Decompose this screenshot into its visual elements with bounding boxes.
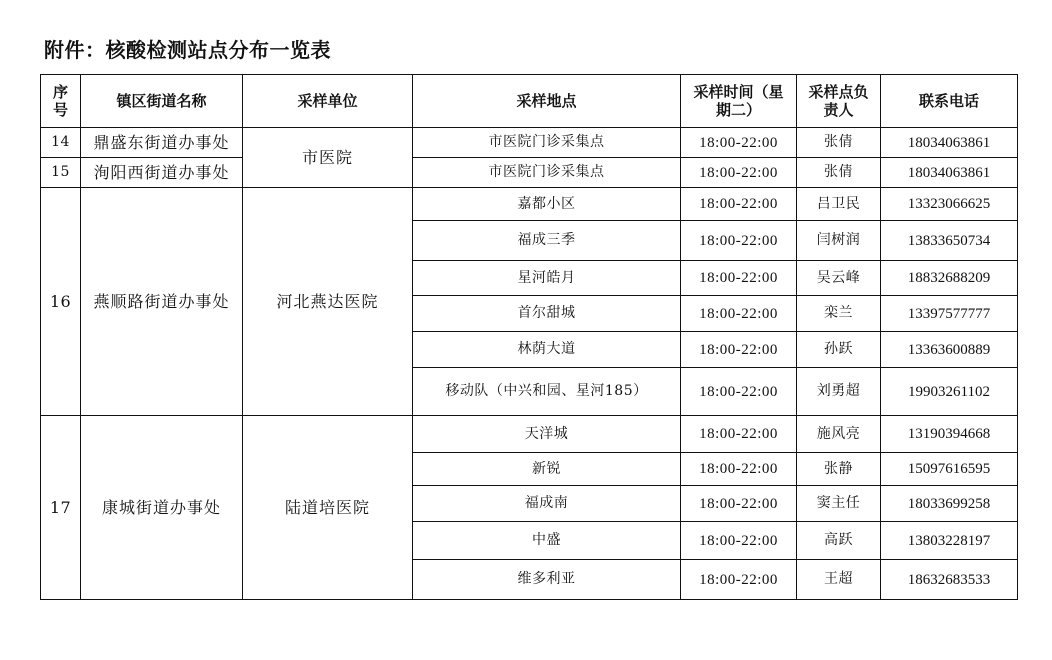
time-cell: 18:00-22:00: [681, 486, 797, 522]
location-cell: 中盛: [413, 522, 681, 560]
location-cell: 移动队（中兴和园、星河185）: [413, 368, 681, 416]
person-cell: 王超: [797, 560, 881, 600]
header-person: 采样点负责人: [797, 75, 881, 128]
time-cell: 18:00-22:00: [681, 368, 797, 416]
phone-cell: 18034063861: [881, 158, 1018, 188]
seq-cell: 17: [41, 416, 81, 600]
person-cell: 高跃: [797, 522, 881, 560]
phone-cell: 18034063861: [881, 128, 1018, 158]
phone-cell: 18033699258: [881, 486, 1018, 522]
time-cell: 18:00-22:00: [681, 296, 797, 332]
person-cell: 张倩: [797, 158, 881, 188]
street-cell: 洵阳西街道办事处: [81, 158, 243, 188]
header-seq: 序号: [41, 75, 81, 128]
street-cell: 康城街道办事处: [81, 416, 243, 600]
sampling-site-table: [40, 74, 1018, 600]
header-phone: 联系电话: [881, 75, 1018, 128]
time-cell: 18:00-22:00: [681, 560, 797, 600]
location-cell: 新锐: [413, 453, 681, 486]
time-cell: 18:00-22:00: [681, 416, 797, 453]
location-cell: 首尔甜城: [413, 296, 681, 332]
seq-cell: 14: [41, 128, 81, 158]
time-cell: 18:00-22:00: [681, 453, 797, 486]
time-cell: 18:00-22:00: [681, 158, 797, 188]
person-cell: 施风亮: [797, 416, 881, 453]
person-cell: 闫树润: [797, 221, 881, 261]
person-cell: 刘勇超: [797, 368, 881, 416]
document-title: 附件：核酸检测站点分布一览表: [44, 38, 331, 62]
time-cell: 18:00-22:00: [681, 522, 797, 560]
unit-cell: 陆道培医院: [243, 416, 413, 600]
time-cell: 18:00-22:00: [681, 221, 797, 261]
seq-cell: 15: [41, 158, 81, 188]
location-cell: 市医院门诊采集点: [413, 128, 681, 158]
time-cell: 18:00-22:00: [681, 128, 797, 158]
header-unit: 采样单位: [243, 75, 413, 128]
table-row: [41, 416, 1018, 453]
time-cell: 18:00-22:00: [681, 188, 797, 221]
person-cell: 栾兰: [797, 296, 881, 332]
phone-cell: 13803228197: [881, 522, 1018, 560]
location-cell: 林荫大道: [413, 332, 681, 368]
seq-cell: 16: [41, 188, 81, 416]
phone-cell: 13323066625: [881, 188, 1018, 221]
header-row: [41, 75, 1018, 128]
location-cell: 天洋城: [413, 416, 681, 453]
location-cell: 市医院门诊采集点: [413, 158, 681, 188]
person-cell: 吕卫民: [797, 188, 881, 221]
table-row: [41, 128, 1018, 158]
phone-cell: 13833650734: [881, 221, 1018, 261]
table-row: [41, 188, 1018, 221]
time-cell: 18:00-22:00: [681, 332, 797, 368]
person-cell: 窦主任: [797, 486, 881, 522]
unit-cell: 市医院: [243, 128, 413, 188]
person-cell: 张静: [797, 453, 881, 486]
location-cell: 福成三季: [413, 221, 681, 261]
location-cell: 星河皓月: [413, 261, 681, 296]
street-cell: 燕顺路街道办事处: [81, 188, 243, 416]
unit-cell: 河北燕达医院: [243, 188, 413, 416]
location-cell: 维多利亚: [413, 560, 681, 600]
time-cell: 18:00-22:00: [681, 261, 797, 296]
phone-cell: 13397577777: [881, 296, 1018, 332]
person-cell: 张倩: [797, 128, 881, 158]
street-cell: 鼎盛东街道办事处: [81, 128, 243, 158]
phone-cell: 18632683533: [881, 560, 1018, 600]
header-time: 采样时间（星期二）: [681, 75, 797, 128]
phone-cell: 15097616595: [881, 453, 1018, 486]
phone-cell: 18832688209: [881, 261, 1018, 296]
person-cell: 孙跃: [797, 332, 881, 368]
location-cell: 福成南: [413, 486, 681, 522]
phone-cell: 13190394668: [881, 416, 1018, 453]
header-street: 镇区街道名称: [81, 75, 243, 128]
person-cell: 吴云峰: [797, 261, 881, 296]
location-cell: 嘉都小区: [413, 188, 681, 221]
table-row: [41, 158, 1018, 188]
phone-cell: 13363600889: [881, 332, 1018, 368]
phone-cell: 19903261102: [881, 368, 1018, 416]
header-location: 采样地点: [413, 75, 681, 128]
